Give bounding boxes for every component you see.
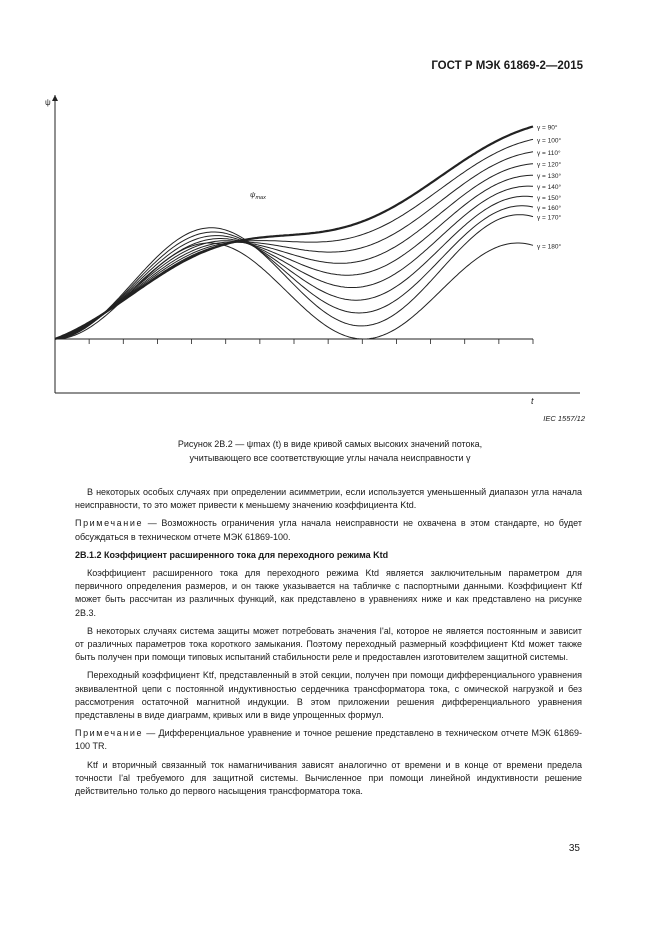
note-1-text: — Возможность ограничения угла начала неисправности не охвачена в этом стандарте, но будет обсуждаться в техническом отчете МЭК 61869-100. (75, 518, 582, 542)
figure-source: IEC 1557/12 (543, 414, 585, 423)
series-label: γ = 130° (537, 173, 562, 181)
y-axis-arrow (52, 95, 58, 101)
x-axis-label: t (531, 396, 534, 406)
paragraph-1: В некоторых особых случаях при определении асимметрии, если используется уменьшенный диапазон угла начала неисправности, то это может привести к меньшему значению коэффициента Ktd. (75, 487, 582, 511)
series-line (55, 186, 533, 339)
series-label: γ = 100° (537, 137, 562, 145)
flux-chart (0, 0, 661, 430)
series-line (55, 175, 533, 339)
series-line (55, 215, 533, 339)
series-label: γ = 90° (537, 124, 558, 132)
chart-labels (45, 98, 562, 406)
series-label: γ = 110° (537, 149, 561, 157)
caption-line-1: Рисунок 2В.2 — ψmax (t) в виде кривой самых высоких значений потока, (177, 439, 483, 449)
series-label: γ = 160° (537, 205, 562, 212)
series-label: γ = 170° (537, 214, 562, 222)
note-2-label: Примечание (75, 728, 144, 739)
y-axis-label: ψ (45, 98, 51, 107)
paragraph-4: Переходный коэффициент Ktf, представленный в этой секции, получен при помощи дифференциального уравнения эквивалентной цепи с постоянной индуктивностью сердечника трансформатора тока, с омической нагрузкой и без рассмотрения остаточной магнитной индукции. В этом приложении решения дифференциального уравнения представлены в виде диаграмм, кривых или в виде упрощенных формул. (75, 670, 582, 721)
figure-caption (60, 437, 600, 465)
note-1 (75, 517, 582, 543)
paragraph-2: Коэффициент расширенного тока для переходного режима Ktd является заключительным параметром для первичного определения размеров, и он также указывается на табличке с паспортными данными. Коэффициент Ktf может быть рассчитан из различных функций, как представлено в уравнениях ниже и как представлено на рисунке 2В.3. (75, 568, 582, 618)
chart-curves (55, 127, 533, 340)
series-label: γ = 140° (537, 184, 562, 192)
paragraph-3: В некоторых случаях система защиты может потребовать значения I'al, которое не является постоянным и зависит от различных параметров тока короткого замыкания. Поэтому переходный размерный коэффициент Ktd может также быть получен при помощи типовых испытаний стабильности реле и предоставлен изготовителем защитной системы. (75, 625, 582, 663)
document-header: ГОСТ Р МЭК 61869-2—2015 (431, 60, 583, 72)
caption-line-2: учитывающего все соответствующие углы начала неисправности γ (189, 453, 471, 463)
peak-label: $\psi_{max}$ (250, 190, 266, 201)
series-line (55, 152, 533, 339)
body-text (75, 486, 582, 803)
series-line (55, 139, 533, 339)
series-line (55, 127, 533, 340)
note-1-label: Примечание (75, 518, 144, 529)
series-line (55, 206, 533, 339)
series-label: γ = 120° (537, 161, 562, 169)
note-2 (75, 727, 582, 753)
note-2-text: — Дифференциальное уравнение и точное решение представлено в техническом отчете МЭК 61869-100 TR. (75, 728, 582, 752)
series-line (55, 164, 533, 339)
series-label: γ = 180° (537, 243, 562, 251)
section-heading: 2В.1.2 Коэффициент расширенного тока для переходного режима Ktd (75, 549, 389, 560)
series-label: γ = 150° (537, 194, 562, 202)
paragraph-5: Ktf и вторичный связанный ток намагничивания зависят аналогично от времени и в конце от времени предела точности I'al требуемого для защитной системы. Вычисленное при помощи линейной индуктивности решение действительно только до первого насыщения трансформатора тока. (75, 759, 582, 797)
page-number: 35 (568, 843, 580, 854)
